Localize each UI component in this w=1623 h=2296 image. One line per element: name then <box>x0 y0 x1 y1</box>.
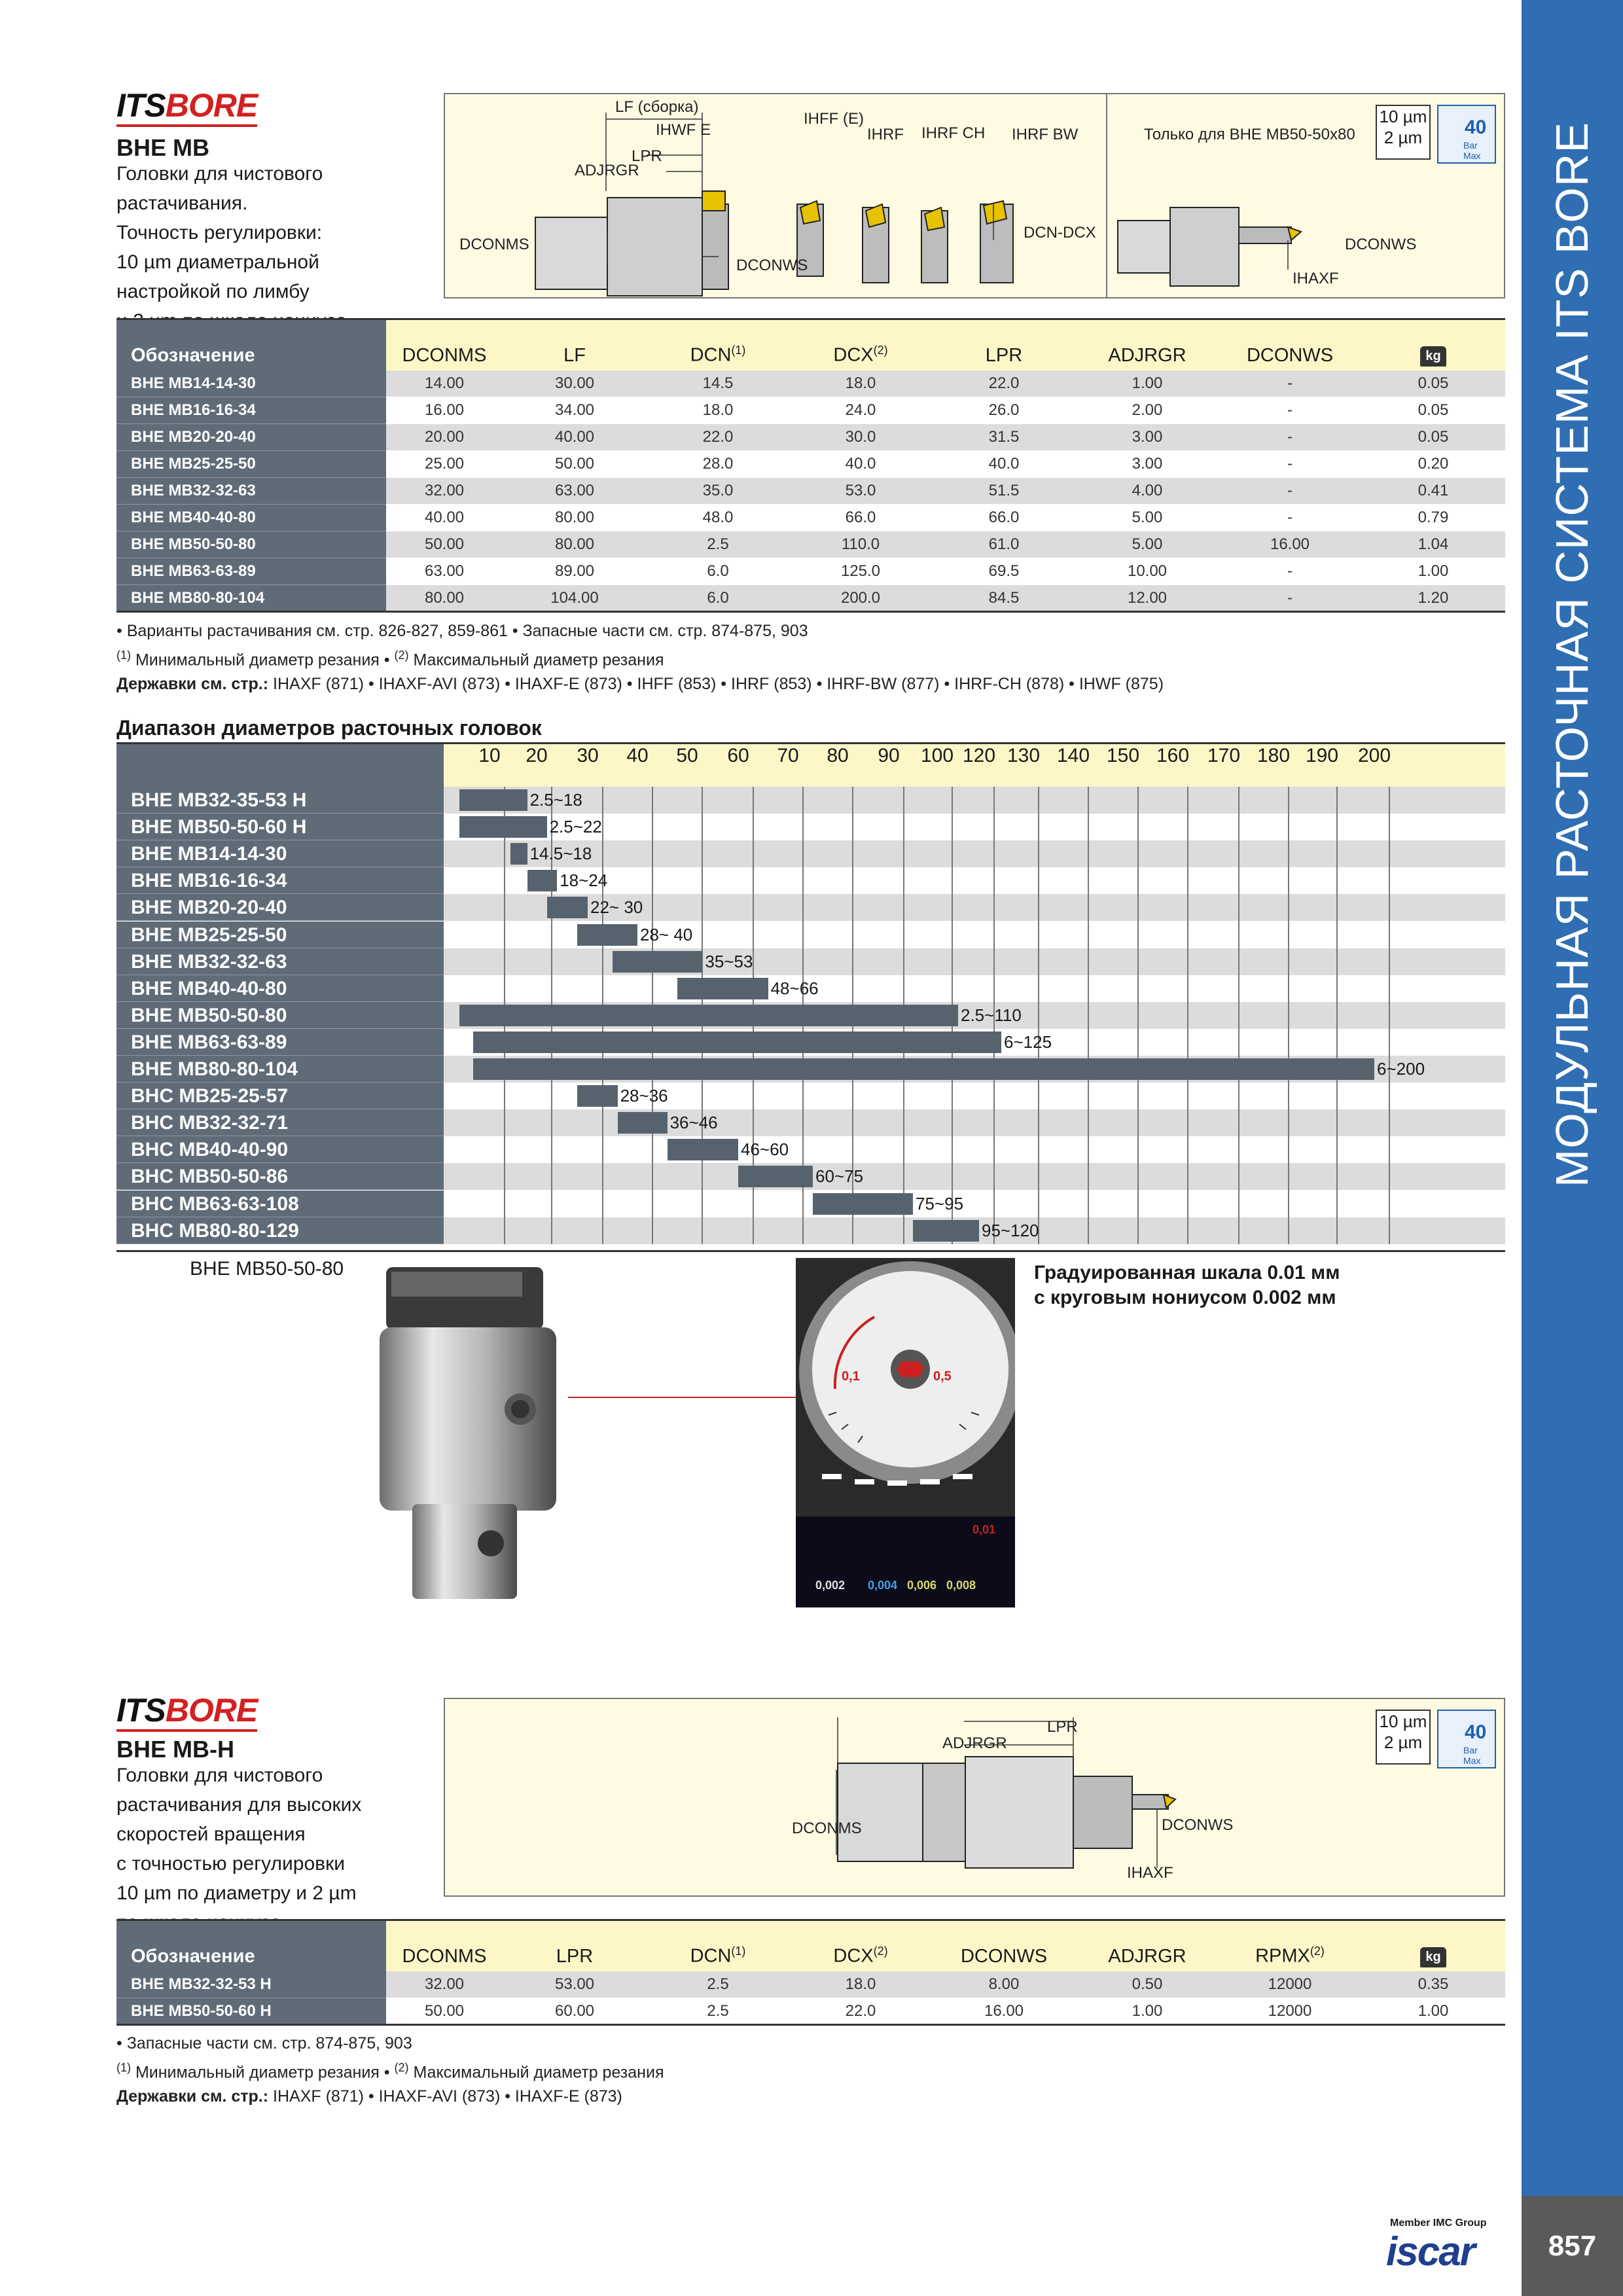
itsbore-logo-2: ITSBORE <box>116 1691 257 1729</box>
table-cell: 60.00 <box>503 1998 647 2025</box>
table-cell: 1.00 <box>1076 1998 1219 2025</box>
coolant-pressure-icon-2: 40 Bar Max <box>1437 1710 1496 1768</box>
label-lpr: LPR <box>632 147 662 165</box>
range-gridline <box>1088 787 1089 1244</box>
table-cell: - <box>1219 558 1361 585</box>
range-row-label: BHE MB25-25-50 <box>116 922 444 948</box>
label-dconms-2: DCONMS <box>792 1820 862 1837</box>
table-cell: 104.00 <box>503 585 647 612</box>
table-cell: 63.00 <box>386 558 503 585</box>
section2-description: Головки для чистового растачивания для высоких скоростей вращения с точностью регулировки 10 µm по диаметру и 2 µm <box>116 1765 362 1904</box>
range-row-label: BHE MB63-63-89 <box>116 1029 444 1056</box>
row-designation: BHE MB40-40-80 <box>116 505 386 531</box>
table-cell: 0.05 <box>1361 424 1505 451</box>
range-tick-label: 120 <box>962 745 996 766</box>
range-bar-label: 14.5~18 <box>529 844 592 864</box>
range-bar-label: 60~75 <box>815 1166 864 1187</box>
range-bar <box>677 978 768 999</box>
table-row <box>116 370 1505 397</box>
range-row-label: BHC MB80-80-129 <box>116 1217 444 1244</box>
range-bar-label: 22~ 30 <box>590 897 643 918</box>
range-bar-label: 6~125 <box>1004 1031 1052 1052</box>
range-bar-label: 18~24 <box>560 870 608 891</box>
range-tick-label: 100 <box>920 745 954 766</box>
range-row-label: BHC MB40-40-90 <box>116 1136 444 1163</box>
table-cell: 22.0 <box>789 1998 932 2025</box>
row-designation: BHE MB16-16-34 <box>116 397 386 424</box>
range-tick-label: 90 <box>878 745 900 766</box>
col-adjrgr-2: ADJRGR <box>1076 1920 1219 1971</box>
range-tick-label: 150 <box>1106 745 1140 766</box>
table-cell: - <box>1219 451 1361 478</box>
dial-value-2: 0,004 <box>868 1579 898 1592</box>
page-number: 857 <box>1522 2196 1623 2296</box>
table-cell: 110.0 <box>789 531 932 558</box>
label-adjrgr-2: ADJRGR <box>942 1734 1007 1752</box>
range-row-label: BHE MB20-20-40 <box>116 894 444 921</box>
table-cell: 12000 <box>1219 1998 1361 2025</box>
table-cell: 30.0 <box>789 424 932 451</box>
table-cell: 3.00 <box>1076 451 1219 478</box>
table-row <box>116 1998 1505 2025</box>
dial-mark-left: 0,1 <box>842 1369 860 1384</box>
table-cell: 2.5 <box>647 1998 789 2025</box>
table-cell: 50.00 <box>503 451 647 478</box>
table-cell: 66.0 <box>789 505 932 531</box>
table-cell: 2.5 <box>647 531 789 558</box>
range-bar-label: 95~120 <box>982 1220 1039 1240</box>
range-bar <box>813 1193 913 1215</box>
range-bar <box>473 1031 1001 1053</box>
table-cell: 4.00 <box>1076 478 1219 505</box>
range-gridline <box>1238 787 1240 1244</box>
range-bar <box>459 1005 959 1026</box>
range-tick-label: 190 <box>1305 745 1339 766</box>
bhe-mb-table <box>116 318 1505 613</box>
table-cell: 51.5 <box>932 478 1076 505</box>
range-bar-label: 75~95 <box>916 1193 964 1213</box>
table-cell: 22.0 <box>932 370 1076 397</box>
row-designation: BHE MB32-32-63 <box>116 478 386 505</box>
table-cell: 1.00 <box>1076 370 1219 397</box>
range-bar <box>618 1112 668 1134</box>
range-gridline <box>1187 787 1188 1244</box>
range-bar <box>738 1166 813 1187</box>
col-designation: Обозначение <box>116 319 386 370</box>
col-weight-kg-icon: kg <box>1361 319 1505 370</box>
table-cell: 3.00 <box>1076 424 1219 451</box>
table-cell: 14.5 <box>647 370 789 397</box>
row-designation: BHE MB50-50-80 <box>116 531 386 558</box>
range-row-label: BHC MB63-63-108 <box>116 1191 444 1217</box>
range-bar-label: 46~60 <box>741 1139 789 1160</box>
table-cell: 84.5 <box>932 585 1076 612</box>
range-bar-label: 48~66 <box>770 978 819 998</box>
table-cell: 40.0 <box>932 451 1076 478</box>
member-imc-group: Member IMC Group <box>1390 2217 1487 2229</box>
range-tick-label: 130 <box>1007 745 1041 766</box>
bhe-mb-h-table <box>116 1919 1505 2026</box>
table-cell: - <box>1219 424 1361 451</box>
table-cell: 53.00 <box>503 1971 647 1998</box>
section2-title: BHE MB-H <box>116 1736 234 1763</box>
range-chart-bottom-rule <box>116 1250 1505 1252</box>
label-dconws-3: DCONWS <box>1162 1816 1234 1834</box>
label-ihrf: IHRF <box>867 126 904 143</box>
range-tick-label: 80 <box>827 745 849 766</box>
table-cell: 8.00 <box>932 1971 1076 1998</box>
label-dcn-dcx: DCN-DCX <box>1024 224 1096 242</box>
table-cell: 80.00 <box>386 585 503 612</box>
col-rpmx: RPMX$^{(2)}$ <box>1219 1920 1361 1971</box>
range-tick-label: 70 <box>777 745 799 766</box>
range-tick-label: 20 <box>526 745 548 766</box>
table-cell: 0.05 <box>1361 397 1505 424</box>
table-cell: 1.04 <box>1361 531 1505 558</box>
table-cell: 1.00 <box>1361 1998 1505 2025</box>
label-ihff-e: IHFF (E) <box>804 110 864 128</box>
table-cell: 0.50 <box>1076 1971 1219 1998</box>
table-cell: 6.0 <box>647 585 789 612</box>
range-tick-label: 50 <box>676 745 698 766</box>
col-adjrgr: ADJRGR <box>1076 319 1219 370</box>
table-row <box>116 585 1505 612</box>
label-adjrgr: ADJRGR <box>575 162 639 179</box>
table-cell: 80.00 <box>503 505 647 531</box>
range-tick-label: 40 <box>626 745 649 766</box>
col-dcx-2: DCX$^{(2)}$ <box>789 1920 932 1971</box>
range-gridline <box>1336 787 1338 1244</box>
range-bar <box>527 870 558 891</box>
range-gridline <box>1038 787 1039 1244</box>
range-row-label: BHE MB50-50-60 H <box>116 814 444 840</box>
range-bar-label: 2.5~22 <box>549 817 602 837</box>
table-cell: - <box>1219 585 1361 612</box>
col-dconms-2: DCONMS <box>386 1920 503 1971</box>
range-bar-label: 2.5~110 <box>961 1005 1022 1025</box>
itsbore-logo: ITSBORE <box>116 86 257 124</box>
label-dconws: DCONWS <box>736 257 808 274</box>
vernier-dial-graphic <box>796 1258 1015 1516</box>
label-ihrf-bw: IHRF BW <box>1012 126 1079 143</box>
range-bar-label: 35~53 <box>705 951 753 971</box>
table-cell: 89.00 <box>503 558 647 585</box>
table-cell: 2.5 <box>647 1971 789 1998</box>
range-bar-label: 36~46 <box>669 1113 718 1133</box>
table-cell: 31.5 <box>932 424 1076 451</box>
range-bar <box>913 1220 979 1242</box>
range-row-label: BHE MB32-32-63 <box>116 948 444 975</box>
range-tick-label: 180 <box>1257 745 1291 766</box>
range-row-label: BHE MB32-35-53 H <box>116 787 444 814</box>
table-cell: 69.5 <box>932 558 1076 585</box>
range-chart-title: Диапазон диаметров расточных головок <box>116 716 542 740</box>
table-cell: 30.00 <box>503 370 647 397</box>
label-ihaxf-2: IHAXF <box>1127 1864 1173 1882</box>
col-dconms: DCONMS <box>386 319 503 370</box>
dial-value-3: 0,006 <box>907 1579 937 1592</box>
table-cell: 80.00 <box>503 531 647 558</box>
range-row-label: BHC MB32-32-71 <box>116 1109 444 1136</box>
table-row <box>116 1971 1505 1998</box>
table-row <box>116 478 1505 505</box>
head-photo-caption: BHE MB50-50-80 <box>190 1258 344 1280</box>
table-cell: 40.00 <box>386 505 503 531</box>
table-cell: 0.05 <box>1361 370 1505 397</box>
range-tick-label: 10 <box>478 745 501 766</box>
dial-mark-right: 0,5 <box>933 1369 952 1384</box>
range-row-label: BHC MB25-25-57 <box>116 1083 444 1109</box>
table-cell: 28.0 <box>647 451 789 478</box>
range-gridline <box>1137 787 1139 1244</box>
table-cell: 18.0 <box>789 1971 932 1998</box>
table-cell: 5.00 <box>1076 505 1219 531</box>
row-designation: BHE MB25-25-50 <box>116 451 386 478</box>
table-cell: 25.00 <box>386 451 503 478</box>
table-cell: 66.0 <box>932 505 1076 531</box>
table-cell: - <box>1219 478 1361 505</box>
row-designation: BHE MB14-14-30 <box>116 370 386 397</box>
table-cell: 32.00 <box>386 478 503 505</box>
label-dconws-2: DCONWS <box>1345 236 1417 253</box>
table-cell: 200.0 <box>789 585 932 612</box>
range-bar <box>459 789 527 811</box>
range-bar <box>613 951 702 973</box>
table-cell: 48.0 <box>647 505 789 531</box>
table-row <box>116 558 1505 585</box>
label-dconms: DCONMS <box>459 236 529 253</box>
range-bar <box>459 816 547 838</box>
col-weight-kg-icon-2: kg <box>1361 1920 1505 1971</box>
range-row-label: BHE MB16-16-34 <box>116 867 444 894</box>
table-cell: 26.0 <box>932 397 1076 424</box>
section1-description: Головки для чистового растачивания. Точность регулировки: 10 µm диаметральной настройкой по лимбу <box>116 163 323 302</box>
range-row-label: BHE MB14-14-30 <box>116 840 444 867</box>
col-lpr-2: LPR <box>503 1920 647 1971</box>
range-bar <box>473 1058 1374 1080</box>
range-tick-label: 200 <box>1357 745 1391 766</box>
section2-notes: • Запасные части см. стр. 874-875, 903 $^{(1)}$ Минимальный диаметр резания • $^{(2)}$ Максимальный диаметр резания Державки см. стр.: IHAXF (871) • IHAXF-AVI (873) • IHAXF-E (873) <box>116 2034 664 2106</box>
table-cell: 5.00 <box>1076 531 1219 558</box>
range-tick-label: 160 <box>1156 745 1190 766</box>
table-cell: 53.0 <box>789 478 932 505</box>
label-lf: LF (сборка) <box>615 98 699 116</box>
dial-value-4: 0,008 <box>946 1579 976 1592</box>
table-cell: 0.41 <box>1361 478 1505 505</box>
range-row-label: BHC MB50-50-86 <box>116 1163 444 1190</box>
table-cell: 20.00 <box>386 424 503 451</box>
table-cell: 10.00 <box>1076 558 1219 585</box>
dial-mark-corner: 0,01 <box>972 1523 996 1536</box>
label-lpr-2: LPR <box>1047 1718 1078 1736</box>
col-lpr: LPR <box>932 319 1076 370</box>
table-cell: 0.79 <box>1361 505 1505 531</box>
row-designation: BHE MB20-20-40 <box>116 424 386 451</box>
dial-vernier-strip <box>796 1516 1015 1607</box>
side-band-title: МОДУЛЬНАЯ РАСТОЧНАЯ СИСТЕМА ITS BORE <box>1546 121 1597 1188</box>
dial-caption: Градуированная шкала 0.01 мм с круговым нониусом 0.002 мм <box>1034 1262 1340 1308</box>
label-ihrf-ch: IHRF CH <box>921 124 986 142</box>
row-designation: BHE MB63-63-89 <box>116 558 386 585</box>
boring-head-photo <box>373 1255 569 1609</box>
row-designation: BHE MB50-50-60 H <box>116 1998 386 2025</box>
col-dconws-2: DCONWS <box>932 1920 1076 1971</box>
section1-notes: • Варианты растачивания см. стр. 826-827, 859-861 • Запасные части см. стр. 874-875, 903 $^{(1)}$ Минимальный диаметр резания • $^{(2)}$ Максимальный диаметр резания Державки см. стр.: IHAXF (871) • IHAXF-AVI (873) • IHAXF-E (873) • IHFF (853) • IHRF (853) • IHRF-BW (877) • IHRF-CH (878) • IHWF (875) <box>116 622 1164 694</box>
table-cell: 18.0 <box>789 370 932 397</box>
table-cell: 18.0 <box>647 397 789 424</box>
table-cell: 16.00 <box>932 1998 1076 2025</box>
range-bar <box>577 1085 617 1107</box>
table-cell: 34.00 <box>503 397 647 424</box>
col-dcx: DCX$^{(2)}$ <box>789 319 932 370</box>
col-designation-2: Обозначение <box>116 1920 386 1971</box>
label-ihwf-e: IHWF E <box>656 121 711 139</box>
dial-photo <box>796 1258 1015 1607</box>
range-gridline <box>1288 787 1289 1244</box>
table-cell: - <box>1219 397 1361 424</box>
dial-value-1: 0,002 <box>815 1579 846 1592</box>
table-cell: 61.0 <box>932 531 1076 558</box>
col-dconws: DCONWS <box>1219 319 1361 370</box>
table-row <box>116 451 1505 478</box>
range-bar <box>668 1139 738 1160</box>
row-designation: BHE MB80-80-104 <box>116 585 386 612</box>
iscar-logo: iscar <box>1386 2229 1474 2274</box>
table-cell: 40.00 <box>503 424 647 451</box>
table-cell: 12.00 <box>1076 585 1219 612</box>
table-cell: 16.00 <box>386 397 503 424</box>
table-cell: 6.0 <box>647 558 789 585</box>
accuracy-badge: 10 µm 2 µm <box>1376 105 1431 160</box>
table-cell: 0.35 <box>1361 1971 1505 1998</box>
table-row <box>116 531 1505 558</box>
table-cell: 0.20 <box>1361 451 1505 478</box>
table-row <box>116 397 1505 424</box>
table-cell: 24.0 <box>789 397 932 424</box>
range-bar-label: 6~200 <box>1377 1059 1425 1079</box>
range-bar <box>510 843 527 865</box>
table-cell: - <box>1219 505 1361 531</box>
table-row <box>116 424 1505 451</box>
range-row-label: BHE MB50-50-80 <box>116 1002 444 1029</box>
table-cell: 22.0 <box>647 424 789 451</box>
table-cell: 50.00 <box>386 1998 503 2025</box>
range-tick-label: 60 <box>727 745 749 766</box>
table-cell: - <box>1219 370 1361 397</box>
coolant-pressure-icon: 40 Bar Max <box>1437 105 1496 164</box>
table-cell: 1.00 <box>1361 558 1505 585</box>
table-cell: 16.00 <box>1219 531 1361 558</box>
table-cell: 125.0 <box>789 558 932 585</box>
table-cell: 40.0 <box>789 451 932 478</box>
range-bar-label: 2.5~18 <box>529 790 582 810</box>
bhe-mb-h-diagram <box>444 1698 1505 1897</box>
section1-title: BHE MB <box>116 134 209 161</box>
table-cell: 32.00 <box>386 1971 503 1998</box>
range-bar-label: 28~ 40 <box>640 924 693 944</box>
label-ihaxf: IHAXF <box>1293 270 1339 287</box>
range-bar-label: 28~36 <box>620 1086 668 1106</box>
table-cell: 35.0 <box>647 478 789 505</box>
range-gridline <box>1389 787 1390 1244</box>
table-cell: 1.20 <box>1361 585 1505 612</box>
table-cell: 50.00 <box>386 531 503 558</box>
range-bar <box>547 897 588 918</box>
label-only-for: Только для BHE MB50-50x80 <box>1144 126 1355 143</box>
table-row <box>116 505 1505 531</box>
range-bar <box>577 924 637 946</box>
callout-line <box>568 1394 797 1401</box>
table-cell: 63.00 <box>503 478 647 505</box>
range-tick-label: 30 <box>577 745 599 766</box>
range-tick-label: 140 <box>1056 745 1090 766</box>
range-row-label: BHE MB80-80-104 <box>116 1056 444 1083</box>
table-cell: 2.00 <box>1076 397 1219 424</box>
range-row-label: BHE MB40-40-80 <box>116 975 444 1002</box>
range-tick-label: 170 <box>1207 745 1241 766</box>
col-dcn: DCN$^{(1)}$ <box>647 319 789 370</box>
col-lf: LF <box>503 319 647 370</box>
range-chart-header-left <box>116 742 444 787</box>
col-dcn-2: DCN$^{(1)}$ <box>647 1920 789 1971</box>
table-cell: 12000 <box>1219 1971 1361 1998</box>
accuracy-badge-2: 10 µm 2 µm <box>1376 1710 1431 1765</box>
row-designation: BHE MB32-32-53 H <box>116 1971 386 1998</box>
table-cell: 14.00 <box>386 370 503 397</box>
